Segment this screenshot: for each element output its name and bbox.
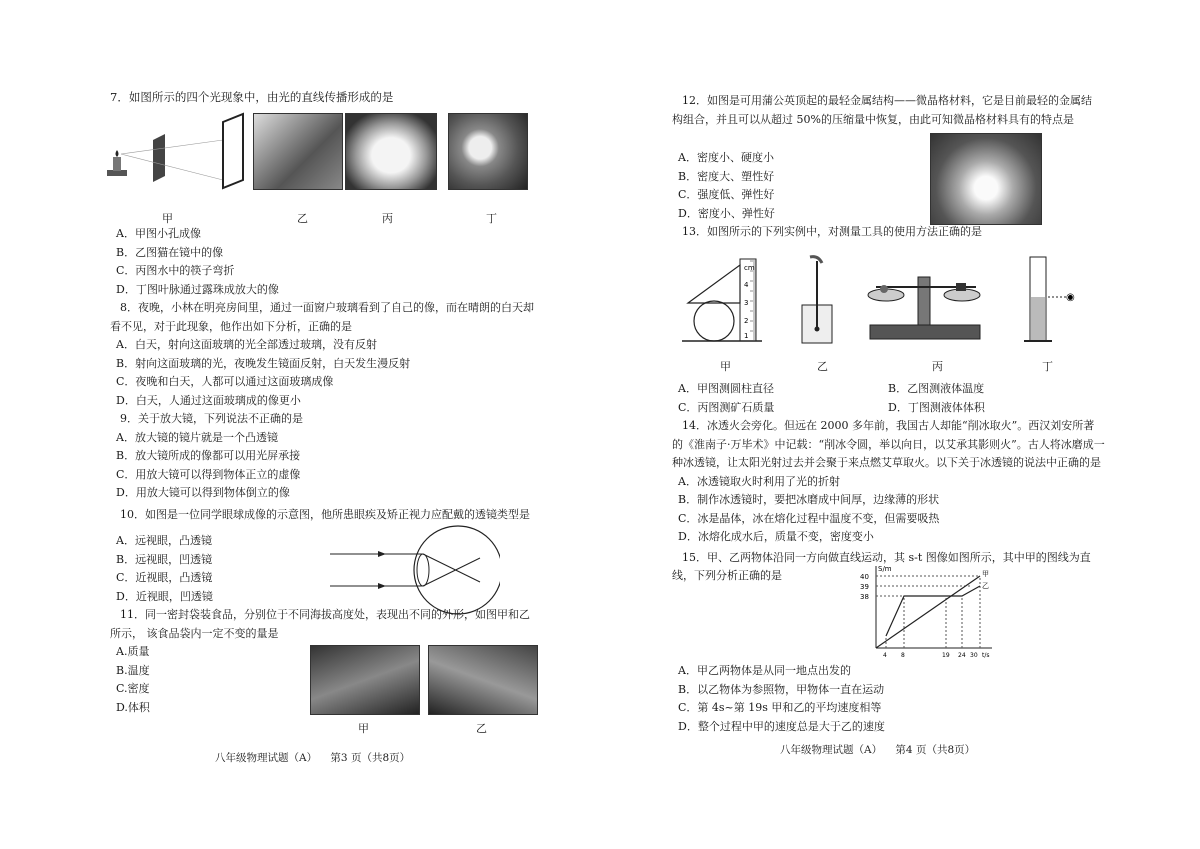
q8-stem-2: 看不见，对于此现象，他作出如下分析，正确的是 bbox=[110, 319, 352, 333]
q11-photo-yi bbox=[428, 645, 538, 715]
q13-caption-bing: 丙 bbox=[932, 360, 943, 373]
x-tick-24: 24 bbox=[958, 652, 966, 659]
q13-stem: 13．如图所示的下列实例中，对测量工具的使用方法正确的是 bbox=[682, 225, 982, 238]
caption-yi: 乙 bbox=[297, 212, 308, 225]
q7-pinhole-figure bbox=[103, 110, 253, 190]
eyeball bbox=[414, 526, 500, 614]
q8-option-b[interactable]: B．射向这面玻璃的光，夜晚发生镜面反射，白天发生漫反射 bbox=[116, 356, 411, 370]
cylinder bbox=[694, 301, 734, 341]
y-axis-label: S/m bbox=[878, 565, 892, 573]
q13-figures bbox=[680, 255, 1080, 350]
q10-eye-diagram bbox=[330, 520, 500, 620]
q13-caption-jia: 甲 bbox=[720, 360, 731, 373]
q7-option-c[interactable]: C．丙图水中的筷子弯折 bbox=[116, 264, 235, 277]
balance-figure bbox=[868, 277, 980, 339]
q13-option-c[interactable]: C．丙图测矿石质量 bbox=[678, 400, 775, 414]
q11-caption-jia: 甲 bbox=[358, 722, 369, 735]
q9-option-b[interactable]: B．放大镜所成的像都可以用光屏承接 bbox=[116, 449, 301, 462]
q14-line-1: 14．冰透火会旁化。但远在 2000 多年前，我国古人却能“削冰取火”。西汉刘安所著 bbox=[682, 419, 1095, 432]
graduated-cylinder-figure bbox=[1024, 257, 1075, 341]
eye-lens bbox=[417, 554, 429, 586]
q9-option-d[interactable]: D．用放大镜可以得到物体倒立的像 bbox=[116, 486, 290, 499]
q14-option-a[interactable]: A．冰透镜取火时利用了光的折射 bbox=[678, 474, 840, 488]
flame bbox=[116, 150, 119, 157]
set-square bbox=[688, 265, 740, 303]
q7-option-a[interactable]: A．甲图小孔成像 bbox=[116, 227, 201, 240]
q7-photo-dewdrop bbox=[448, 113, 528, 190]
q15-stem-1: 15．甲、乙两物体沿同一方向做直线运动，其 s-t 图像如图所示，其中甲的图线为直 bbox=[682, 550, 1091, 564]
thermometer-figure bbox=[802, 257, 832, 343]
ruler-unit: cm bbox=[744, 264, 755, 272]
q13-option-d[interactable]: D．丁图测液体体积 bbox=[888, 400, 985, 414]
q10-option-d[interactable]: D．近视眼，凹透镜 bbox=[116, 589, 213, 603]
q15-st-graph bbox=[852, 562, 1002, 662]
q8-option-a[interactable]: A．白天，射向这面玻璃的光全部透过玻璃，没有反射 bbox=[116, 338, 377, 351]
q7-stem: 7．如图所示的四个光现象中，由光的直线传播形成的是 bbox=[110, 90, 394, 104]
q15-option-c[interactable]: C．第 4s~第 19s 甲和乙的平均速度相等 bbox=[678, 701, 882, 714]
left-questions bbox=[110, 225, 610, 717]
q13-caption-ding: 丁 bbox=[1042, 360, 1053, 373]
balance-base bbox=[870, 325, 980, 339]
q7-option-b[interactable]: B．乙图猫在镜中的像 bbox=[116, 245, 224, 259]
q11-option-b[interactable]: B.温度 bbox=[116, 663, 150, 677]
q14-line-2: 的《淮南子·万毕术》中记载：“削冰令圆，举以向日，以艾承其影则火”。古人将冰磨成一 bbox=[672, 437, 1105, 451]
q12-option-a[interactable]: A．密度小、硬度小 bbox=[678, 151, 774, 164]
q10-stem: 10．如图是一位同学眼球成像的示意图，他所患眼疾及矫正视力应配戴的透镜类型是 bbox=[120, 507, 530, 521]
series-jia-label: 甲 bbox=[982, 570, 989, 578]
q12-option-c[interactable]: C．强度低、弹性好 bbox=[678, 188, 775, 201]
right-footer: 八年级物理试题（A） 第4 页（共8页） bbox=[780, 744, 976, 756]
q15-stem-2: 线，下列分析正确的是 bbox=[672, 569, 782, 582]
series-yi-line bbox=[886, 586, 980, 636]
q15-option-b[interactable]: B．以乙物体为参照物，甲物体一直在运动 bbox=[678, 682, 885, 696]
series-jia-line bbox=[876, 576, 980, 648]
right-questions-top bbox=[672, 92, 1112, 242]
screen bbox=[223, 114, 243, 188]
ruler-num-4: 4 bbox=[744, 281, 749, 289]
x-tick-30: 30 bbox=[970, 652, 978, 659]
q11-caption-yi: 乙 bbox=[476, 722, 487, 735]
ruler-cylinder-figure bbox=[682, 259, 762, 341]
q12-stem-2: 构组合，并且可以从超过 50%的压缩量中恢复，由此可知微晶格材料具有的特点是 bbox=[672, 112, 1074, 126]
series-yi-label: 乙 bbox=[982, 582, 989, 590]
q8-option-d[interactable]: D．白天，人通过这面玻璃成的像更小 bbox=[116, 393, 301, 407]
q12-option-b[interactable]: B．密度大、塑性好 bbox=[678, 169, 775, 183]
q9-stem: 9．关于放大镜，下列说法不正确的是 bbox=[120, 412, 303, 425]
ruler-num-2: 2 bbox=[744, 317, 749, 325]
q11-option-a[interactable]: A.质量 bbox=[116, 645, 150, 658]
q7-photo-cat-mirror bbox=[253, 113, 343, 190]
q11-stem-1: 11．同一密封袋装食品，分别位于不同海拔高度处，表现出不同的外形，如图甲和乙 bbox=[120, 608, 530, 621]
y-tick-38: 38 bbox=[860, 593, 869, 601]
q14-option-c[interactable]: C．冰是晶体，冰在熔化过程中温度不变，但需要吸热 bbox=[678, 511, 940, 525]
y-tick-40: 40 bbox=[860, 573, 869, 581]
q8-option-c[interactable]: C．夜晚和白天，人都可以通过这面玻璃成像 bbox=[116, 375, 334, 388]
q13-option-b[interactable]: B．乙图测液体温度 bbox=[888, 382, 985, 395]
candle bbox=[113, 157, 121, 171]
caption-jia: 甲 bbox=[162, 212, 173, 225]
eye-icon: ◉ bbox=[1066, 292, 1075, 303]
x-axis-label: t/s bbox=[982, 652, 990, 659]
left-footer: 八年级物理试题（A） 第3 页（共8页） bbox=[215, 752, 411, 764]
ruler-num-3: 3 bbox=[744, 299, 749, 307]
q7-photo-chopstick-water bbox=[345, 113, 437, 190]
x-tick-4: 4 bbox=[883, 652, 887, 659]
q7-option-d[interactable]: D．丁图叶脉通过露珠成放大的像 bbox=[116, 282, 279, 296]
q14-option-d[interactable]: D．冰熔化成水后，质量不变，密度变小 bbox=[678, 530, 874, 543]
q9-option-c[interactable]: C．用放大镜可以得到物体正立的虚像 bbox=[116, 467, 301, 481]
q15-options bbox=[672, 662, 1112, 736]
q9-option-a[interactable]: A．放大镜的镜片就是一个凸透镜 bbox=[116, 430, 278, 444]
y-tick-39: 39 bbox=[860, 583, 869, 591]
q11-stem-2: 所示， 该食品袋内一定不变的量是 bbox=[110, 626, 279, 640]
right-questions-bottom bbox=[672, 380, 1122, 586]
q13-caption-yi: 乙 bbox=[817, 360, 828, 373]
q10-option-c[interactable]: C．近视眼，凸透镜 bbox=[116, 571, 213, 584]
x-tick-8: 8 bbox=[901, 652, 905, 659]
q12-stem-1: 12．如图是可用蒲公英顶起的最轻金属结构——微晶格材料，它是目前最轻的金属结 bbox=[682, 94, 1092, 107]
q11-photo-jia bbox=[310, 645, 420, 715]
caption-ding: 丁 bbox=[486, 212, 497, 225]
q10-option-a[interactable]: A．远视眼，凸透镜 bbox=[116, 534, 212, 547]
q10-option-b[interactable]: B．远视眼，凹透镜 bbox=[116, 552, 213, 566]
caption-bing: 丙 bbox=[382, 212, 393, 225]
q13-option-a[interactable]: A．甲图测圆柱直径 bbox=[678, 382, 774, 395]
left-page bbox=[110, 88, 610, 107]
q8-stem-1: 8．夜晚，小林在明亮房间里，通过一面窗户玻璃看到了自己的像，而在晴朗的白天却 bbox=[120, 301, 534, 314]
pinhole-board bbox=[153, 134, 165, 182]
q14-line-3: 种冰透镜，让太阳光射过去并会聚于来点燃艾草取火。以下关于冰透镜的说法中正确的是 bbox=[672, 456, 1101, 469]
q12-option-d[interactable]: D．密度小、弹性好 bbox=[678, 206, 775, 220]
q14-option-b[interactable]: B．制作冰透镜时，要把冰磨成中间厚，边缘薄的形状 bbox=[678, 493, 940, 506]
x-tick-19: 19 bbox=[942, 652, 950, 659]
q11-option-d[interactable]: D.体积 bbox=[116, 700, 150, 714]
q11-option-c[interactable]: C.密度 bbox=[116, 682, 150, 695]
q15-option-a[interactable]: A．甲乙两物体是从同一地点出发的 bbox=[678, 664, 851, 677]
ruler-num-1: 1 bbox=[744, 332, 749, 340]
q12-photo-microlattice bbox=[930, 133, 1042, 225]
q15-option-d[interactable]: D．整个过程中甲的速度总是大于乙的速度 bbox=[678, 719, 885, 733]
